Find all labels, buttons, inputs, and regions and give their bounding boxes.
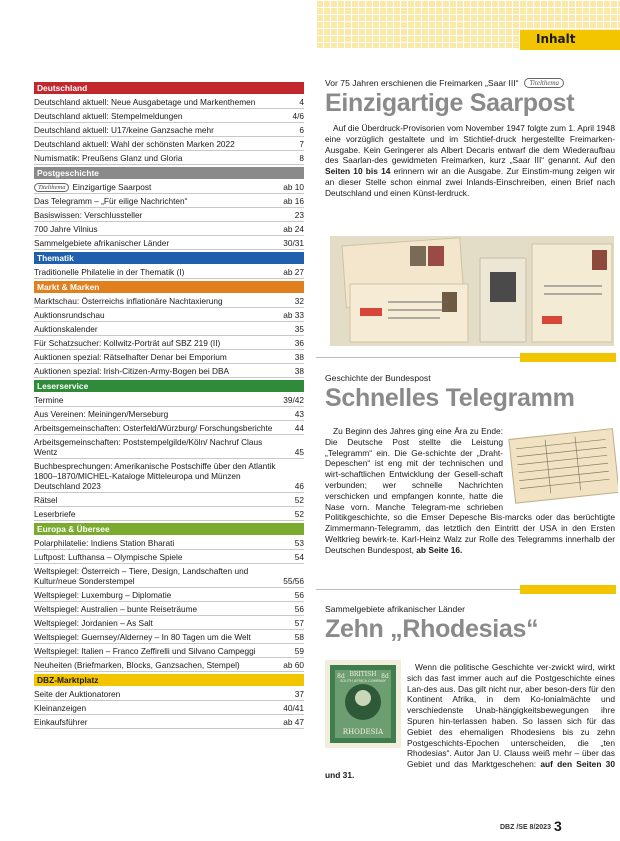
toc-row[interactable] <box>34 393 304 407</box>
section-header-thematik: Thematik <box>34 252 304 264</box>
toc-page: 53 <box>294 537 304 548</box>
toc-row[interactable] <box>34 602 304 616</box>
toc-title: 700 Jahre Vilnius <box>34 223 98 234</box>
toc-row[interactable] <box>34 364 304 378</box>
toc-row[interactable] <box>34 687 304 701</box>
toc-title: Deutschland aktuell: Stempelmeldungen <box>34 110 183 121</box>
body-text: Wenn die politische Geschichte ver-zwickt wird, wirkt sich das fast immer auch auf die Postgeschichte eines Lan-des aus. Das gilt nicht nur, aber beson-ders für den Kontinent Afrika, in dem Ko-lonialmächte und verschiedenste Unab-hängigkeitsbewegungen ihre Spuren hin-terlassen haben. So lassen sich für das Gebiet des ehemaligen Rhodesiens bis zu zehn Postgeschichts-Epochen unterscheiden, die „ten Rhodesias“. Autor Jan U. Clauss weiß mehr – über das Gebiet und das Marktgeschehen: <box>407 662 615 770</box>
toc-row[interactable] <box>34 294 304 308</box>
toc-row[interactable] <box>34 123 304 137</box>
article-kicker <box>325 78 615 88</box>
divider-line <box>316 589 520 590</box>
toc-row[interactable] <box>34 180 304 194</box>
toc-page: 56 <box>294 589 304 600</box>
toc-row[interactable] <box>34 644 304 658</box>
article-body <box>325 662 615 781</box>
toc-page: ab 24 <box>283 223 304 234</box>
toc-page: 32 <box>294 295 304 306</box>
page-ref[interactable]: ab Seite 16. <box>416 544 463 555</box>
stamp-bottom-text: RHODESIA <box>342 728 384 736</box>
toc-page: 40/41 <box>283 702 304 713</box>
toc-row[interactable] <box>34 588 304 602</box>
toc-title: Leserbriefe <box>34 508 76 519</box>
toc-page: 35 <box>294 323 304 334</box>
toc-page: 30/31 <box>283 237 304 248</box>
toc-title: Weltspiegel: Italien – Franco Zeffirelli und Silvano Campeggi <box>34 645 256 656</box>
toc-title: Buchbesprechungen: Amerikanische Postschiffe über den Atlantik 1800–1870/MICHEL-Kataloge Mitteleuropa und Münzen Deutschland 2023 <box>34 460 276 491</box>
toc-title: Arbeitsgemeinschaften: Osterfeld/Würzburg/ Forschungsberichte <box>34 422 273 433</box>
toc-page: ab 47 <box>283 716 304 727</box>
toc-row[interactable] <box>34 350 304 364</box>
section-header-markt: Markt & Marken <box>34 281 304 293</box>
toc-page: 36 <box>294 337 304 348</box>
artist-proof-icon <box>480 258 526 342</box>
section-divider <box>316 585 616 594</box>
toc-title: Weltspiegel: Jordanien – As Salt <box>34 617 153 628</box>
toc-row[interactable] <box>34 536 304 550</box>
inhalt-label: Inhalt <box>536 32 576 46</box>
toc-title: Polarphilatelie: Indiens Station Bharati <box>34 537 175 548</box>
toc-title: Numismatik: Preußens Glanz und Gloria <box>34 152 183 163</box>
titelthema-badge: Titelthema <box>524 78 564 88</box>
toc-page: ab 33 <box>283 309 304 320</box>
toc-row[interactable] <box>34 222 304 236</box>
toc-page: 59 <box>294 645 304 656</box>
article-telegramm <box>325 373 615 413</box>
toc-title: Sammelgebiete afrikanischer Länder <box>34 237 170 248</box>
toc-page: ab 10 <box>283 181 304 192</box>
toc-title: Traditionelle Philatelie in der Thematik (I) <box>34 266 185 277</box>
toc-title: Luftpost: Lufthansa – Olympische Spiele <box>34 551 183 562</box>
toc-page: 52 <box>294 494 304 505</box>
toc-row[interactable] <box>34 435 304 459</box>
toc-row[interactable] <box>34 151 304 165</box>
toc-row[interactable] <box>34 701 304 715</box>
stamp-top-text: BRITISH <box>349 671 377 678</box>
toc-page: 52 <box>294 508 304 519</box>
section-divider <box>316 353 616 362</box>
toc-page: 7 <box>299 138 304 149</box>
article-saar <box>325 78 615 199</box>
toc-title: Für Schatzsucher: Kollwitz-Porträt auf SBZ 219 (II) <box>34 337 221 348</box>
article-headline[interactable]: Schnelles Telegramm <box>325 384 575 412</box>
toc-row[interactable] <box>34 407 304 421</box>
toc-page: 55/56 <box>283 575 304 586</box>
article-headline[interactable]: Einzigartige Saarpost <box>325 89 575 117</box>
page-ref[interactable]: auf den Seiten 30 und 31. <box>325 759 616 780</box>
footer-label: DBZ /SE 8/2023 <box>500 824 551 831</box>
stamp-value-left: 8d <box>337 673 345 680</box>
section-header-leserservice: Leserservice <box>34 380 304 392</box>
toc-row[interactable] <box>34 421 304 435</box>
toc-title: Auktionsrundschau <box>34 309 105 320</box>
toc-row[interactable] <box>34 208 304 222</box>
toc-row[interactable] <box>34 95 304 109</box>
toc-page: 45 <box>294 446 304 457</box>
toc-page: 4/6 <box>292 110 304 121</box>
toc-page: 6 <box>299 124 304 135</box>
toc-row[interactable] <box>34 616 304 630</box>
stamp-sub-text: SOUTH AFRICA COMPANY <box>340 679 386 683</box>
toc-title: Weltspiegel: Luxemburg – Diplomatie <box>34 589 172 600</box>
article-body <box>325 426 615 556</box>
image-float <box>503 426 615 506</box>
toc-row[interactable] <box>34 715 304 729</box>
toc-row[interactable] <box>34 109 304 123</box>
toc-title: Das Telegramm – „Für eilige Nachrichten“ <box>34 195 188 206</box>
toc-title: Einkaufsführer <box>34 716 88 727</box>
toc-row[interactable] <box>34 137 304 151</box>
toc-page: 4 <box>299 96 304 107</box>
section-header-dbz: DBZ-Marktplatz <box>34 674 304 686</box>
section-header-deutschland: Deutschland <box>34 82 304 94</box>
table-of-contents <box>34 82 304 729</box>
image-float <box>325 662 407 762</box>
body-text: Auf die Überdruck-Provisorien vom November 1947 folgte zum 1. April 1948 eine vorzüglich gestaltete und im Stichtief-druck hergestellte Freimarken-Ausgabe. Kein Geringerer als Albert Decaris entwarf die dem Wiederaufbau des Saarlan-des gewidmeten Freimarken, kurz „Saar III“ genannt. Auf den <box>325 123 615 166</box>
envelope-icon <box>350 284 468 342</box>
toc-page: 39/42 <box>283 394 304 405</box>
toc-row[interactable] <box>34 322 304 336</box>
toc-row[interactable] <box>34 265 304 279</box>
toc-title: Deutschland aktuell: Neue Ausgabetage und Markenthemen <box>34 96 256 107</box>
toc-title: Kleinanzeigen <box>34 702 87 713</box>
toc-page: 58 <box>294 631 304 642</box>
divider-tab <box>520 585 616 594</box>
toc-row[interactable] <box>34 493 304 507</box>
toc-title: Seite der Auktionatoren <box>34 688 121 699</box>
toc-title: Auktionskalender <box>34 323 98 334</box>
article-rhodesia <box>325 604 615 644</box>
page-ref[interactable]: Seiten 10 bis 14 <box>325 166 391 177</box>
toc-title: Weltspiegel: Australien – bunte Reiseträume <box>34 603 198 614</box>
toc-page: ab 60 <box>283 659 304 670</box>
toc-row[interactable] <box>34 630 304 644</box>
toc-row[interactable] <box>34 459 304 493</box>
toc-page: 46 <box>294 480 304 491</box>
section-header-postgeschichte: Postgeschichte <box>34 167 304 179</box>
toc-row[interactable] <box>34 236 304 250</box>
divider-line <box>316 357 520 358</box>
divider-tab <box>520 353 616 362</box>
page-footer <box>500 818 562 834</box>
page-number: 3 <box>553 818 562 834</box>
toc-row[interactable] <box>34 550 304 564</box>
toc-page: 56 <box>294 603 304 614</box>
toc-page: 38 <box>294 351 304 362</box>
toc-page: 57 <box>294 617 304 628</box>
toc-title: Deutschland aktuell: U17/keine Ganzsache mehr <box>34 124 214 135</box>
toc-page: 8 <box>299 152 304 163</box>
toc-row[interactable] <box>34 507 304 521</box>
article-kicker: Geschichte der Bundespost <box>325 373 431 383</box>
titelthema-badge: Titelthema <box>34 183 69 192</box>
toc-title: Auktionen spezial: Rätselhafter Denar bei Emporium <box>34 351 227 362</box>
toc-row[interactable] <box>34 336 304 350</box>
toc-title: Termine <box>34 394 64 405</box>
toc-page: ab 16 <box>283 195 304 206</box>
toc-title: Rätsel <box>34 494 58 505</box>
section-header-europa: Europa & Übersee <box>34 523 304 535</box>
toc-page: ab 27 <box>283 266 304 277</box>
stamp-value-right: 8d <box>381 673 389 680</box>
toc-page: 43 <box>294 408 304 419</box>
toc-title: Aus Vereinen: Meiningen/Merseburg <box>34 408 169 419</box>
toc-row[interactable] <box>34 658 304 672</box>
toc-page: 23 <box>294 209 304 220</box>
toc-title: Arbeitsgemeinschaften: Poststempelgilde/Köln/ Nachruf Claus Wentz <box>34 436 263 457</box>
toc-title: Auktionen spezial: Irish-Citizen-Army-Bogen bei DBA <box>34 365 230 376</box>
saar-covers-image <box>330 236 614 346</box>
article-body <box>325 123 615 199</box>
kicker-text: Vor 75 Jahren erschienen die Freimarken „Saar III“ <box>325 78 519 88</box>
toc-title: Basiswissen: Verschlussteller <box>34 209 143 220</box>
toc-title: Marktschau: Österreichs inflationäre Nachtaxierung <box>34 295 223 306</box>
toc-title: Weltspiegel: Österreich – Tiere, Design, Landschaften und Kultur/neue Sonderstempel <box>34 565 249 586</box>
toc-row[interactable] <box>34 308 304 322</box>
body-text: erinnern wir an die Ausgabe. Zur Einstim-mung zeigen wir an dieser Stelle schon einmal zwei Inlands-Einschreiben, einen Brief nach Deutschland und einen Künst-lerdruck. <box>325 166 615 198</box>
toc-page: 54 <box>294 551 304 562</box>
toc-page: 44 <box>294 422 304 433</box>
toc-title: Neuheiten (Briefmarken, Blocks, Ganzsachen, Stempel) <box>34 659 240 670</box>
body-text: Zu Beginn des Jahres ging eine Ära zu Ende: Die Deutsche Post stellte die Leistung „Telegramm“ ein. Die Ge-schichte der „Draht-Depeschen“ ist eng mit der technischen und wirt-schaftlichen Entwicklung der Gesell-schaft verbunden; wer schnelle Nachrichten verschicken und empfangen konnte, hatte die Nase vorn. Manche Telegram-me schrieben Politikgeschichte, so die Emser Depesche Bis-marcks oder das berüchtigte Zimmermann-Telegramm, das letztlich den Eintritt der USA in den Ersten Weltkrieg bewirk-te. Karl-Heinz Walz zur Rolle des Telegramms innerhalb der Deutschen Bundespost, <box>325 426 615 555</box>
article-kicker: Sammelgebiete afrikanischer Länder <box>325 604 465 614</box>
toc-title: Weltspiegel: Guernsey/Alderney – In 80 Tagen um die Welt <box>34 631 251 642</box>
toc-page: 38 <box>294 365 304 376</box>
article-headline[interactable]: Zehn „Rhodesias“ <box>325 615 539 643</box>
toc-title: Einzigartige Saarpost <box>72 181 152 192</box>
toc-row[interactable] <box>34 564 304 588</box>
envelope-icon <box>532 244 612 342</box>
toc-row[interactable] <box>34 194 304 208</box>
toc-title: Deutschland aktuell: Wahl der schönsten Marken 2022 <box>34 138 235 149</box>
toc-page: 37 <box>294 688 304 699</box>
